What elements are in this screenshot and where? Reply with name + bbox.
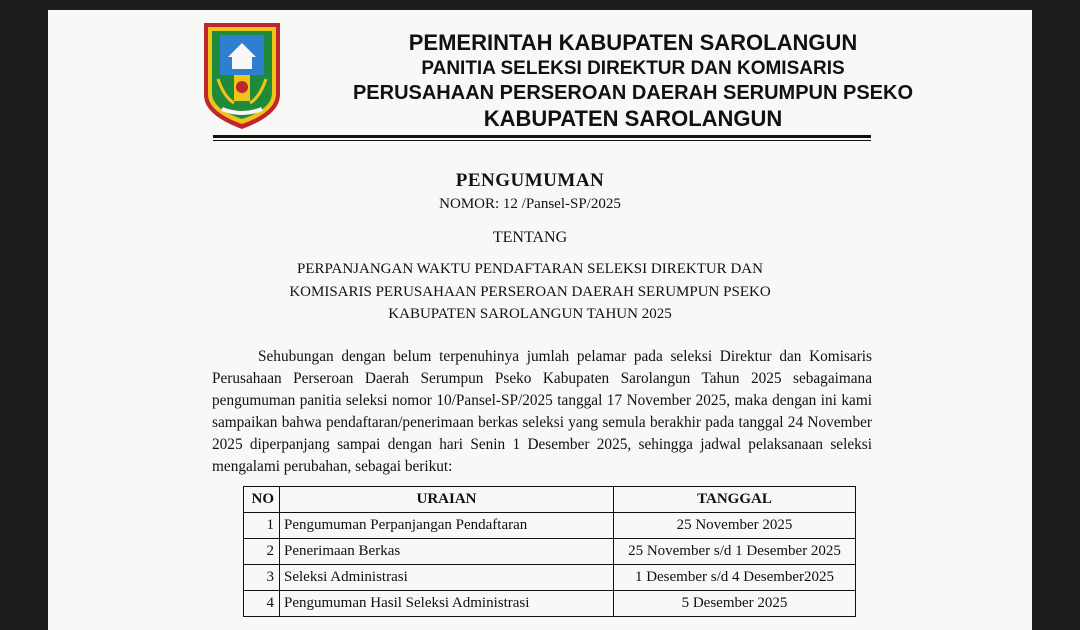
- announcement-about: TENTANG: [492, 229, 568, 246]
- subject-line-3: KABUPATEN SAROLANGUN TAHUN 2025: [388, 306, 672, 322]
- header-company: PERUSAHAAN PERSEROAN DAERAH SERUMPUN PSEKO: [352, 82, 914, 104]
- table-row: [244, 565, 856, 591]
- row-tanggal: 25 November 2025: [614, 513, 856, 539]
- row-uraian: Pengumuman Hasil Seleksi Administrasi: [280, 591, 614, 617]
- row-uraian: Pengumuman Perpanjangan Pendaftaran: [280, 513, 614, 539]
- table-row: [244, 539, 856, 565]
- row-uraian: Penerimaan Berkas: [280, 539, 614, 565]
- row-no: 3: [244, 565, 280, 591]
- table-header-row: [244, 487, 856, 513]
- row-tanggal: 25 November s/d 1 Desember 2025: [614, 539, 856, 565]
- header-tanggal: TANGGAL: [614, 487, 856, 513]
- row-no: 4: [244, 591, 280, 617]
- announcement-number: NOMOR: 12 /Pansel-SP/2025: [439, 196, 621, 212]
- header-uraian: URAIAN: [280, 487, 614, 513]
- header-divider-thick: [213, 135, 871, 138]
- row-uraian: Seleksi Administrasi: [280, 565, 614, 591]
- row-tanggal: 1 Desember s/d 4 Desember2025: [614, 565, 856, 591]
- header-regency: KABUPATEN SAROLANGUN: [483, 106, 783, 131]
- announcement-heading: PENGUMUMAN: [455, 170, 605, 191]
- header-government: PEMERINTAH KABUPATEN SAROLANGUN: [408, 30, 858, 55]
- body-paragraph: Sehubungan dengan belum terpenuhinya jumlah pelamar pada seleksi Direktur dan Komisaris Perusahaan Perseroan Daerah Serumpun Pseko Kabupaten Sarolangun Tahun 2025 sebagaimana pengumuman panitia seleksi nomor 10/Pansel-SP/2025 tanggal 17 November 2025, maka dengan ini kami sampaikan bahwa pendaftaran/penerimaan berkas seleksi yang semula berakhir pada tanggal 24 November 2025 diperpanjang sampai dengan hari Senin 1 Desember 2025, sehingga jadwal pelaksanaan seleksi mengalami perubahan, sebagai berikut:: [212, 348, 872, 475]
- table-row: [244, 513, 856, 539]
- table-row: [244, 591, 856, 617]
- row-no: 1: [244, 513, 280, 539]
- header-no: NO: [244, 487, 280, 513]
- schedule-table: [243, 486, 856, 617]
- subject-line-1: PERPANJANGAN WAKTU PENDAFTARAN SELEKSI DIREKTUR DAN: [297, 261, 763, 277]
- subject-line-2: KOMISARIS PERUSAHAAN PERSEROAN DAERAH SERUMPUN PSEKO: [289, 284, 771, 300]
- header-committee: PANITIA SELEKSI DIREKTUR DAN KOMISARIS: [421, 58, 845, 79]
- document-page: [48, 10, 1032, 630]
- header-divider-thin: [213, 140, 871, 141]
- row-no: 2: [244, 539, 280, 565]
- row-tanggal: 5 Desember 2025: [614, 591, 856, 617]
